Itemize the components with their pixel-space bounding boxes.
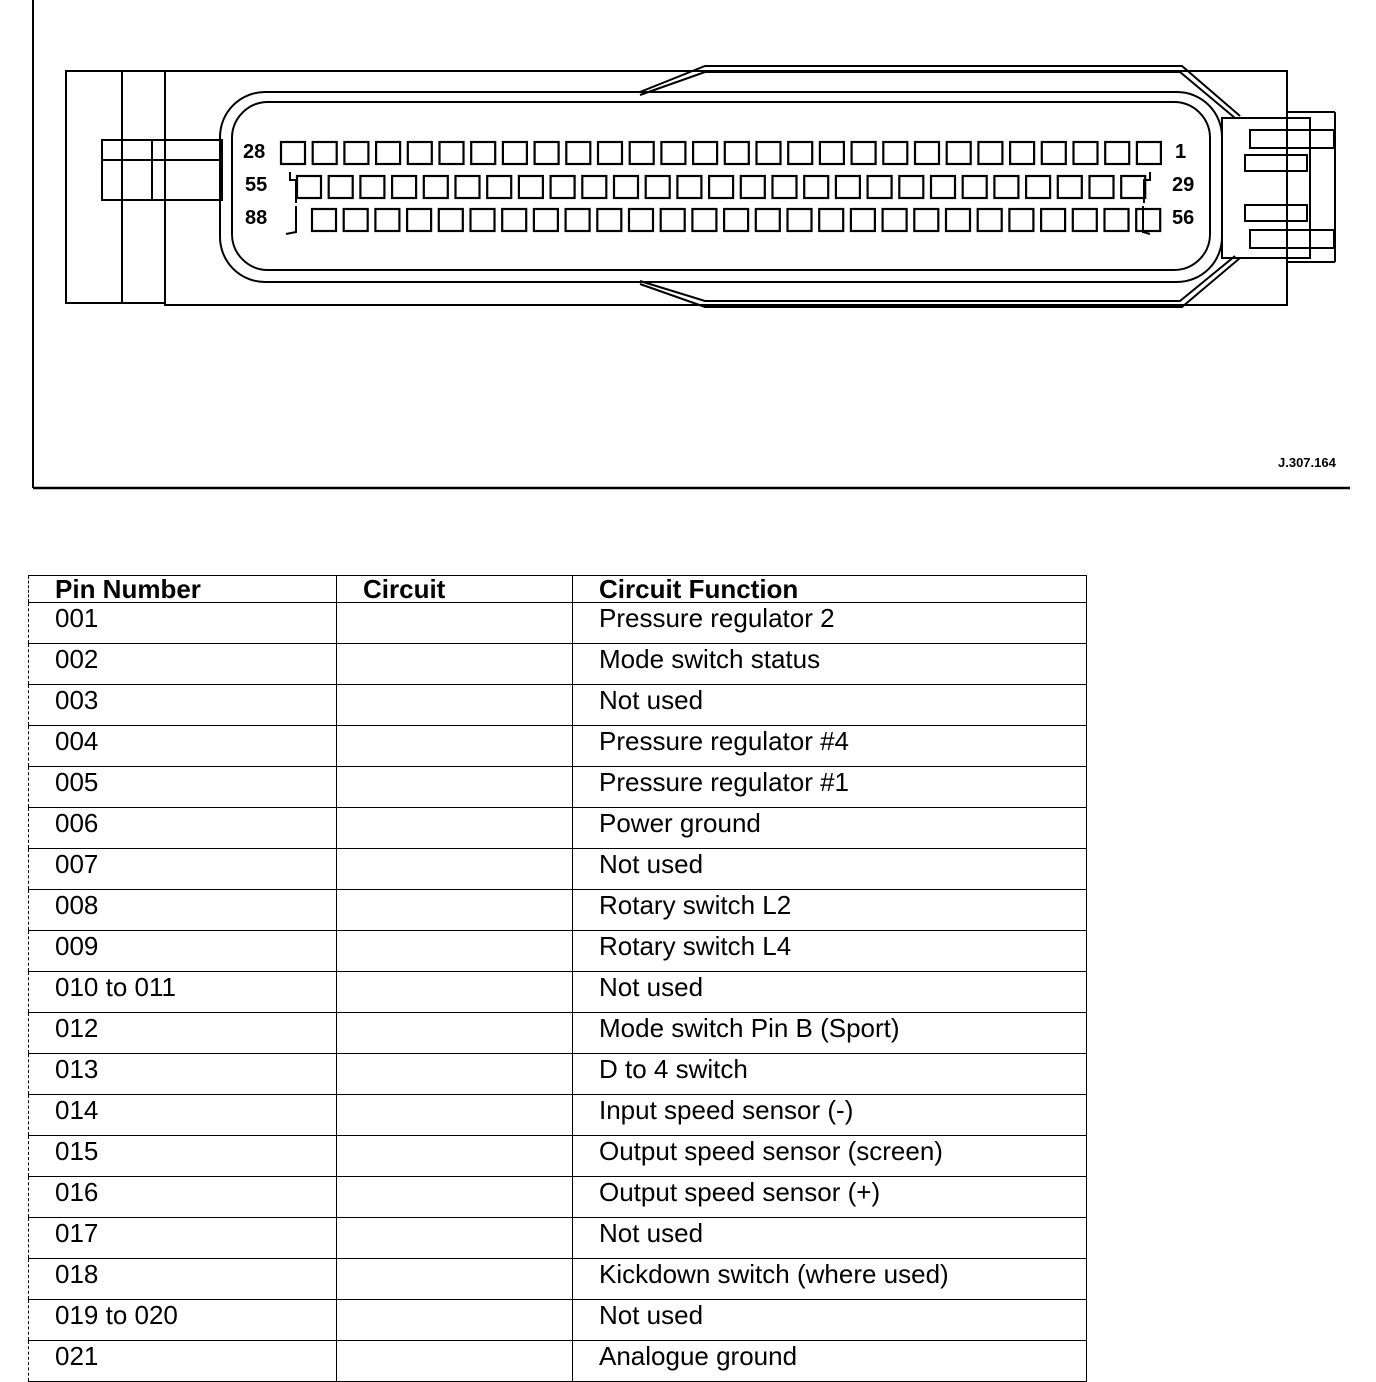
pin-socket xyxy=(788,142,812,164)
pin-socket xyxy=(439,209,463,231)
pin-socket xyxy=(994,176,1018,198)
pin-number-cell: 021 xyxy=(29,1341,337,1382)
pin-socket xyxy=(582,176,606,198)
pin-socket xyxy=(440,142,464,164)
table-row xyxy=(29,1095,1087,1136)
circuit-function-cell: D to 4 switch xyxy=(573,1054,1087,1095)
pin-number-cell: 017 xyxy=(29,1218,337,1259)
circuit-function-cell: Pressure regulator #1 xyxy=(573,767,1087,808)
pin-number-cell: 010 to 011 xyxy=(29,972,337,1013)
pin-label-row2-right: 29 xyxy=(1172,174,1195,196)
pin-socket xyxy=(1105,142,1129,164)
pin-number-cell: 018 xyxy=(29,1259,337,1300)
circuit-cell xyxy=(337,767,573,808)
circuit-cell xyxy=(337,1300,573,1341)
pin-socket xyxy=(534,209,558,231)
pin-socket xyxy=(344,142,368,164)
circuit-cell xyxy=(337,931,573,972)
pin-socket xyxy=(502,209,526,231)
pin-number-cell: 014 xyxy=(29,1095,337,1136)
pin-socket xyxy=(1073,209,1097,231)
circuit-cell xyxy=(337,1095,573,1136)
pin-socket xyxy=(519,176,543,198)
table-row xyxy=(29,1013,1087,1054)
table-row xyxy=(29,1300,1087,1341)
pin-socket xyxy=(852,142,876,164)
pin-socket xyxy=(819,209,843,231)
table-row xyxy=(29,890,1087,931)
table-header-row xyxy=(29,576,1087,603)
table-row xyxy=(29,644,1087,685)
left-latch-tab xyxy=(102,140,222,200)
pin-socket xyxy=(757,142,781,164)
pin-socket xyxy=(946,209,970,231)
pin-socket xyxy=(408,142,432,164)
pin-socket xyxy=(598,142,622,164)
pin-socket xyxy=(1026,176,1050,198)
pin-socket xyxy=(630,142,654,164)
connector-shell-outer xyxy=(220,92,1222,282)
pin-label-row1-left: 28 xyxy=(243,141,266,163)
connector-diagram xyxy=(0,0,1376,500)
header-circuit-function: Circuit Function xyxy=(573,576,1087,603)
pin-socket xyxy=(566,209,590,231)
circuit-cell xyxy=(337,1013,573,1054)
pin-socket xyxy=(868,176,892,198)
pin-socket xyxy=(788,209,812,231)
pin-socket xyxy=(566,142,590,164)
pin-number-cell: 007 xyxy=(29,849,337,890)
table-row xyxy=(29,1218,1087,1259)
circuit-function-cell: Not used xyxy=(573,1300,1087,1341)
pin-socket xyxy=(344,209,368,231)
table-row xyxy=(29,1259,1087,1300)
table-row xyxy=(29,972,1087,1013)
circuit-cell xyxy=(337,1054,573,1095)
pin-socket xyxy=(1121,176,1145,198)
pin-socket xyxy=(503,142,527,164)
pin-socket xyxy=(804,176,828,198)
pin-socket xyxy=(375,209,399,231)
pin-number-cell: 009 xyxy=(29,931,337,972)
table-row xyxy=(29,1177,1087,1218)
pin-socket xyxy=(392,176,416,198)
pin-socket xyxy=(312,209,336,231)
pin-number-cell: 005 xyxy=(29,767,337,808)
pin-socket xyxy=(297,176,321,198)
pin-socket xyxy=(963,176,987,198)
circuit-cell xyxy=(337,972,573,1013)
pin-number-cell: 019 to 020 xyxy=(29,1300,337,1341)
circuit-cell xyxy=(337,890,573,931)
pin-socket xyxy=(1137,142,1161,164)
circuit-function-cell: Not used xyxy=(573,849,1087,890)
pin-socket xyxy=(1090,176,1114,198)
circuit-function-cell: Pressure regulator #4 xyxy=(573,726,1087,767)
pin-label-row3-right: 56 xyxy=(1172,207,1195,229)
pin-socket xyxy=(947,142,971,164)
pin-socket xyxy=(407,209,431,231)
pin-socket xyxy=(915,142,939,164)
pin-socket xyxy=(820,142,844,164)
pin-socket xyxy=(978,142,1002,164)
pin-socket xyxy=(724,209,748,231)
table-row xyxy=(29,726,1087,767)
pin-socket xyxy=(883,142,907,164)
pin-socket xyxy=(456,176,480,198)
header-pin-number: Pin Number xyxy=(29,576,337,603)
pin-socket xyxy=(424,176,448,198)
pin-socket xyxy=(1058,176,1082,198)
pin-socket xyxy=(471,209,495,231)
table-row xyxy=(29,931,1087,972)
circuit-function-cell: Not used xyxy=(573,1218,1087,1259)
pin-socket xyxy=(978,209,1002,231)
pin-socket xyxy=(836,176,860,198)
pin-number-cell: 004 xyxy=(29,726,337,767)
circuit-cell xyxy=(337,1136,573,1177)
pin-socket xyxy=(692,209,716,231)
pin-socket xyxy=(693,142,717,164)
circuit-cell xyxy=(337,685,573,726)
pin-number-cell: 016 xyxy=(29,1177,337,1218)
pin-socket xyxy=(646,176,670,198)
pin-number-cell: 002 xyxy=(29,644,337,685)
pin-socket xyxy=(487,176,511,198)
pin-number-cell: 013 xyxy=(29,1054,337,1095)
circuit-cell xyxy=(337,1341,573,1382)
pin-socket xyxy=(281,142,305,164)
circuit-function-cell: Pressure regulator 2 xyxy=(573,603,1087,644)
figure-reference: J.307.164 xyxy=(1278,455,1336,470)
circuit-function-cell: Kickdown switch (where used) xyxy=(573,1259,1087,1300)
circuit-function-cell: Not used xyxy=(573,685,1087,726)
pin-socket xyxy=(1009,209,1033,231)
pin-socket xyxy=(677,176,701,198)
circuit-cell xyxy=(337,1177,573,1218)
pin-label-row3-left: 88 xyxy=(245,207,268,229)
pin-number-cell: 015 xyxy=(29,1136,337,1177)
circuit-function-cell: Mode switch status xyxy=(573,644,1087,685)
circuit-function-cell: Output speed sensor (screen) xyxy=(573,1136,1087,1177)
pin-socket xyxy=(597,209,621,231)
circuit-function-cell: Not used xyxy=(573,972,1087,1013)
circuit-function-cell: Mode switch Pin B (Sport) xyxy=(573,1013,1087,1054)
table-row xyxy=(29,1136,1087,1177)
circuit-cell xyxy=(337,849,573,890)
pin-socket xyxy=(1042,142,1066,164)
pin-label-row2-left: 55 xyxy=(245,174,268,196)
pin-socket xyxy=(1105,209,1129,231)
circuit-function-cell: Output speed sensor (+) xyxy=(573,1177,1087,1218)
pin-label-row1-right: 1 xyxy=(1175,141,1187,163)
connector-pins xyxy=(281,142,1161,231)
pin-socket xyxy=(931,176,955,198)
pin-socket xyxy=(914,209,938,231)
pin-socket xyxy=(551,176,575,198)
circuit-function-cell: Rotary switch L2 xyxy=(573,890,1087,931)
circuit-function-cell: Power ground xyxy=(573,808,1087,849)
pin-socket xyxy=(376,142,400,164)
circuit-function-cell: Analogue ground xyxy=(573,1341,1087,1382)
circuit-cell xyxy=(337,644,573,685)
pin-socket xyxy=(471,142,495,164)
table-row xyxy=(29,808,1087,849)
pin-socket xyxy=(313,142,337,164)
circuit-cell xyxy=(337,1259,573,1300)
pin-number-cell: 008 xyxy=(29,890,337,931)
pin-socket xyxy=(725,142,749,164)
circuit-cell xyxy=(337,1218,573,1259)
pin-socket xyxy=(535,142,559,164)
circuit-cell xyxy=(337,726,573,767)
table-row xyxy=(29,685,1087,726)
pin-function-table xyxy=(28,575,1087,1382)
table-row xyxy=(29,849,1087,890)
pin-socket xyxy=(329,176,353,198)
header-circuit: Circuit xyxy=(337,576,573,603)
pin-number-cell: 003 xyxy=(29,685,337,726)
pin-number-cell: 012 xyxy=(29,1013,337,1054)
pin-socket xyxy=(741,176,765,198)
pin-socket xyxy=(756,209,780,231)
pin-socket xyxy=(614,176,638,198)
pin-socket xyxy=(773,176,797,198)
pin-number-cell: 006 xyxy=(29,808,337,849)
pin-socket xyxy=(883,209,907,231)
pin-socket xyxy=(1136,209,1160,231)
table-row xyxy=(29,603,1087,644)
pin-number-cell: 001 xyxy=(29,603,337,644)
table-body xyxy=(29,603,1087,1382)
pin-socket xyxy=(899,176,923,198)
pin-socket xyxy=(1010,142,1034,164)
circuit-function-cell: Input speed sensor (-) xyxy=(573,1095,1087,1136)
pin-socket xyxy=(851,209,875,231)
connector-shell-inner xyxy=(232,102,1210,270)
table-row xyxy=(29,1054,1087,1095)
pin-socket xyxy=(661,209,685,231)
pin-socket xyxy=(1041,209,1065,231)
table-row xyxy=(29,767,1087,808)
pin-socket xyxy=(709,176,733,198)
circuit-function-cell: Rotary switch L4 xyxy=(573,931,1087,972)
table-row xyxy=(29,1341,1087,1382)
circuit-cell xyxy=(337,808,573,849)
right-latch xyxy=(1222,118,1310,258)
pin-socket xyxy=(1074,142,1098,164)
circuit-cell xyxy=(337,603,573,644)
pin-socket xyxy=(629,209,653,231)
pin-socket xyxy=(360,176,384,198)
left-latch-body xyxy=(66,71,122,303)
pin-socket xyxy=(661,142,685,164)
